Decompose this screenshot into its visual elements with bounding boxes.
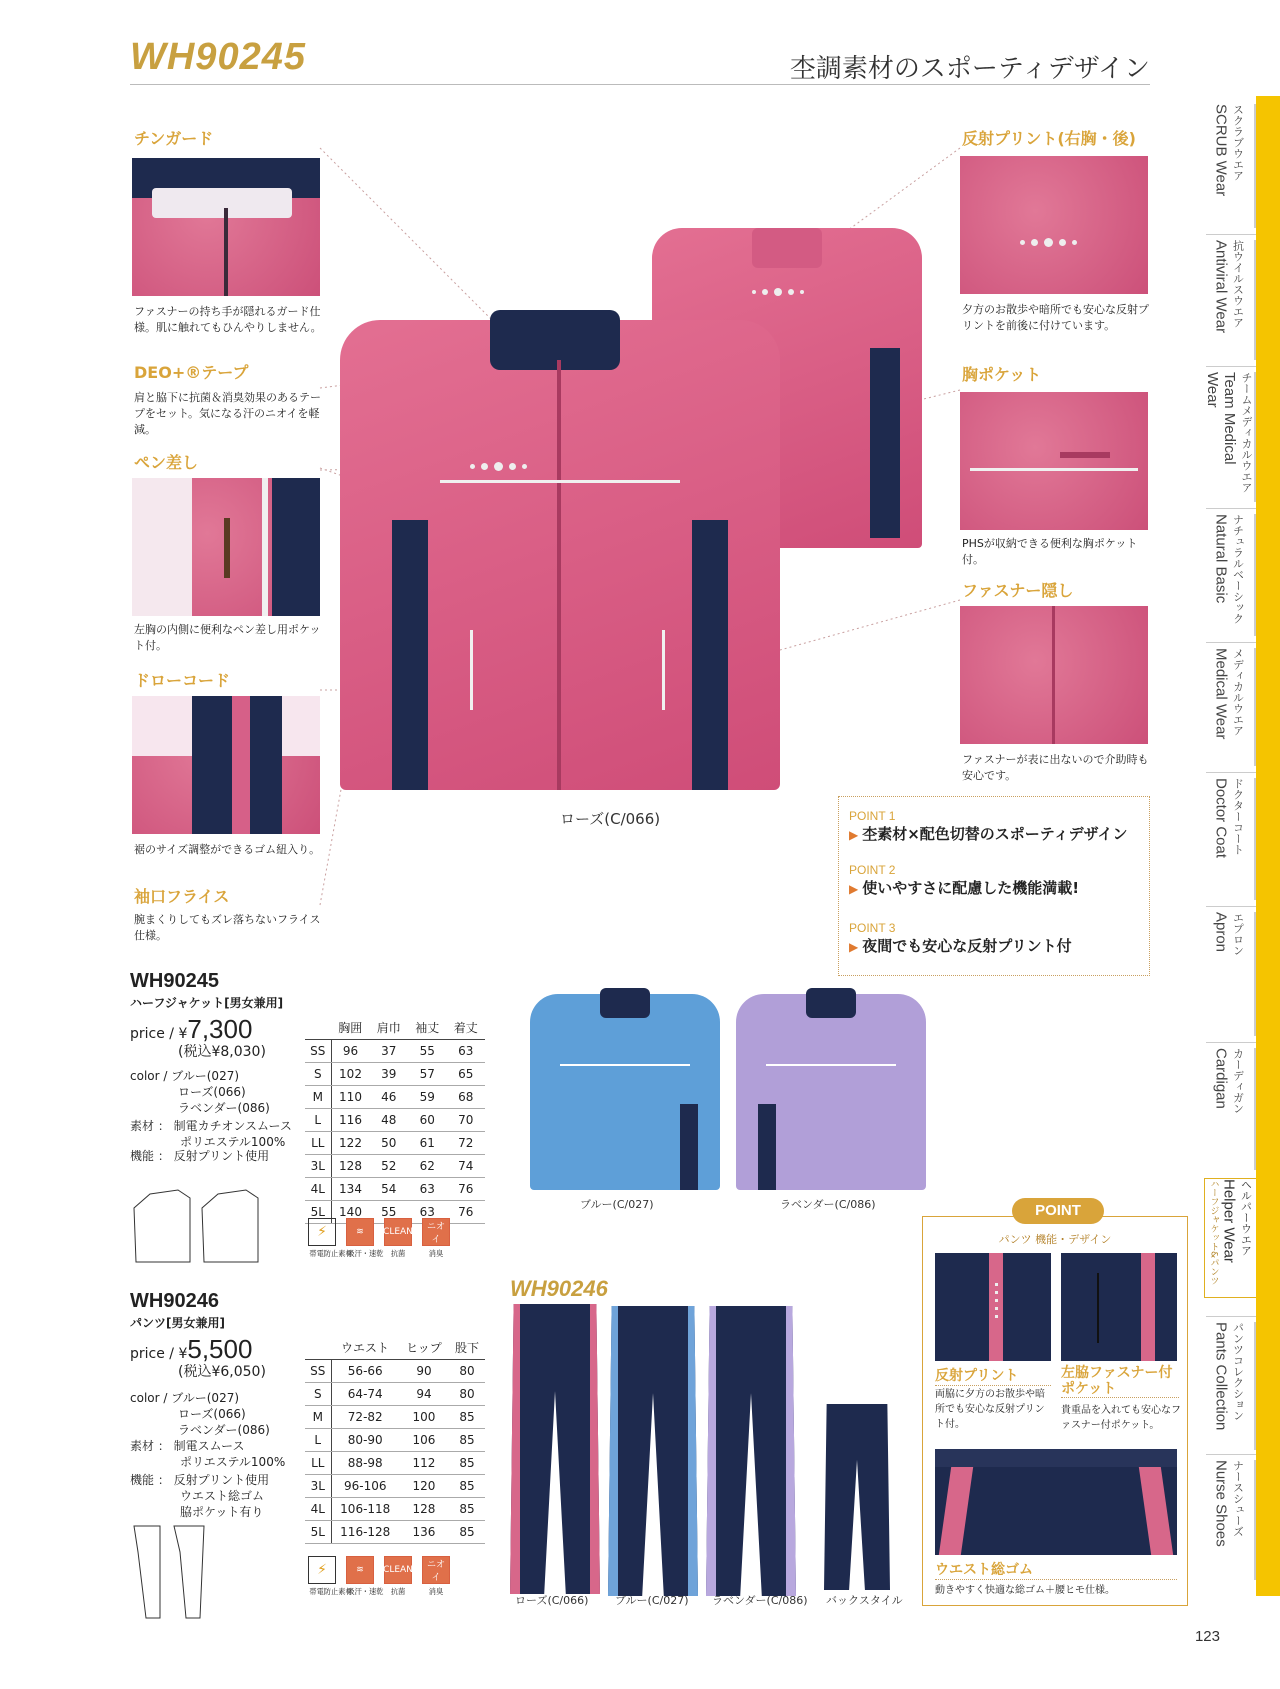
tab-label-en: Pants Collection [1212, 1322, 1230, 1431]
table-cell: 64-74 [331, 1382, 399, 1405]
size-label: SS [305, 1359, 331, 1382]
table-cell: 70 [447, 1108, 486, 1131]
jacket-spec-name: ハーフジャケット[男女兼用] [130, 996, 284, 1010]
triangle-icon: ▶ [849, 828, 859, 842]
tab-label-en: Cardigan [1212, 1048, 1230, 1109]
table-cell: 100 [399, 1405, 449, 1428]
feature-desc: ファスナーの持ち手が隠れるガード仕様。肌に触れてもひんやりしません。 [134, 305, 322, 334]
function-value: 脇ポケット有り [180, 1505, 264, 1519]
table-cell: 61 [408, 1131, 447, 1154]
feature-desc: 夕方のお散歩や暗所でも安心な反射プリントを前後に付けています。 [962, 303, 1149, 332]
color-option: ローズ(066) [178, 1085, 246, 1099]
table-cell: 46 [370, 1085, 409, 1108]
quick-dry-icon: ≋ [346, 1556, 374, 1584]
tab-label-jp: ナースシューズ [1231, 1460, 1245, 1537]
table-cell: 76 [447, 1200, 486, 1223]
page-number: 123 [1194, 1628, 1220, 1645]
jacket-material [130, 1118, 292, 1150]
table-cell: 85 [449, 1520, 485, 1543]
point-panel-item-title: 左脇ファスナー付ポケット [1061, 1365, 1179, 1398]
table-cell: 116 [331, 1108, 370, 1131]
pants-flat-sketch [130, 1522, 210, 1622]
tab-label-en: Apron [1212, 912, 1230, 953]
table-header: 胸囲 [331, 1016, 370, 1039]
size-label: L [305, 1108, 331, 1131]
size-label: L [305, 1428, 331, 1451]
table-cell: 63 [408, 1200, 447, 1223]
table-cell: 96 [331, 1039, 370, 1062]
tab-label-jp: エプロン [1231, 912, 1245, 956]
care-icon-text: ニオイ [426, 1560, 445, 1583]
size-label: S [305, 1062, 331, 1085]
table-row [305, 1039, 485, 1062]
price-value: 7,300 [187, 1014, 253, 1044]
table-row [305, 1474, 485, 1497]
table-cell: 62 [408, 1154, 447, 1177]
table-cell: 128 [399, 1497, 449, 1520]
jacket-sketch-icon [130, 1188, 280, 1264]
table-cell: 56-66 [331, 1359, 399, 1382]
care-item [308, 1556, 353, 1597]
table-cell: 102 [331, 1062, 370, 1085]
table-cell: 85 [449, 1474, 485, 1497]
quick-dry-icon: ≋ [346, 1218, 374, 1246]
tab-cardigan[interactable] [1204, 1048, 1256, 1170]
antibacterial-icon [384, 1218, 412, 1246]
care-icon-text: CLEAN [383, 1565, 413, 1575]
care-item [346, 1556, 384, 1597]
table-cell: 52 [370, 1154, 409, 1177]
function-value: 反射プリント使用 [173, 1149, 270, 1163]
point-label: POINT 1 [849, 809, 896, 823]
antibacterial-icon [384, 1556, 412, 1584]
table-cell: 60 [408, 1108, 447, 1131]
table-cell: 76 [447, 1177, 486, 1200]
points-box [838, 796, 1150, 976]
jacket-size-table [305, 1016, 485, 1224]
zipper-cover-photo [960, 606, 1148, 744]
color-option: ローズ(066) [178, 1407, 246, 1421]
tab-label-en: SCRUB Wear [1212, 104, 1230, 197]
care-item [384, 1218, 412, 1259]
table-header-row [305, 1016, 485, 1039]
point-panel-item-desc: 両脇に夕方のお散歩や暗所でも安心な反射プリント付。 [935, 1389, 1045, 1430]
table-cell: 63 [408, 1177, 447, 1200]
table-cell: 106-118 [331, 1497, 399, 1520]
tab-label-jp: カーディガン [1231, 1048, 1245, 1114]
size-label: SS [305, 1039, 331, 1062]
color-label: color / [130, 1069, 168, 1083]
pants-material [130, 1438, 285, 1470]
table-row [305, 1497, 485, 1520]
table-cell: 134 [331, 1177, 370, 1200]
feature-desc: ファスナーが表に出ないので介助時も安心です。 [962, 753, 1149, 782]
table-cell: 110 [331, 1085, 370, 1108]
table-header: ウエスト [331, 1336, 399, 1359]
pants-rose-photo [510, 1304, 600, 1594]
jacket-price [130, 1014, 252, 1045]
function-value: 反射プリント使用 [173, 1473, 270, 1487]
table-row [305, 1085, 485, 1108]
color-option: ブルー(027) [171, 1069, 240, 1083]
point-text: 夜間でも安心な反射プリント付 [862, 937, 1072, 955]
product-code-title: WH90245 [130, 36, 306, 78]
tab-label-jp: チームメディカルウエア [1240, 372, 1253, 493]
table-header: 着丈 [447, 1016, 486, 1039]
table-cell: 140 [331, 1200, 370, 1223]
table-cell: 120 [399, 1474, 449, 1497]
color-label: color / [130, 1391, 168, 1405]
tab-label-en: Medical Wear [1212, 648, 1230, 740]
tab-label-en: Helper Wear [1220, 1179, 1238, 1263]
material-value: 制電カチオンスムース [173, 1119, 292, 1133]
pants-colors [130, 1390, 270, 1438]
care-label: 抗菌 [390, 1249, 406, 1258]
care-label: 吸汗・速乾 [347, 1587, 384, 1596]
tab-label-jp: ドクターコート [1231, 778, 1245, 855]
care-icon-text: ニオイ [426, 1222, 445, 1245]
chest-pocket-photo [960, 392, 1148, 530]
size-label: 3L [305, 1154, 331, 1177]
table-header [305, 1016, 331, 1039]
size-label: 5L [305, 1200, 331, 1223]
care-item [346, 1218, 384, 1259]
tab-label-en: Doctor Coat [1212, 778, 1230, 859]
table-cell: 122 [331, 1131, 370, 1154]
feature-desc: 裾のサイズ調整ができるゴム紐入り。 [134, 843, 321, 856]
table-cell: 96-106 [331, 1474, 399, 1497]
pants-section-title: WH90246 [510, 1276, 608, 1301]
size-label: 5L [305, 1520, 331, 1543]
material-label: 素材 ： [130, 1439, 170, 1453]
triangle-icon: ▶ [849, 940, 859, 954]
jacket-color-caption: ブルー(C/027) [580, 1198, 654, 1211]
table-header: ヒップ [399, 1336, 449, 1359]
point-text: 杢素材×配色切替のスポーティデザイン [862, 825, 1128, 843]
table-row [305, 1405, 485, 1428]
pants-spec-code: WH90246 [130, 1290, 219, 1312]
material-label: 素材 ： [130, 1119, 170, 1133]
point-panel-item-desc: 貴重品を入れても安心なファスナー付ポケット。 [1061, 1405, 1181, 1431]
table-cell: 55 [370, 1200, 409, 1223]
size-label: M [305, 1085, 331, 1108]
table-row [305, 1062, 485, 1085]
jacket-tax-price: (税込¥8,030) [178, 1044, 266, 1060]
pants-price [130, 1334, 252, 1365]
deodorant-icon [422, 1556, 450, 1584]
main-color-caption: ローズ(C/066) [560, 810, 661, 828]
feature-desc: PHSが収納できる便利な胸ポケット付。 [962, 537, 1138, 566]
point-panel-subtitle: パンツ 機能・デザイン [998, 1233, 1112, 1246]
table-row [305, 1108, 485, 1131]
pants-point-panel [922, 1216, 1188, 1606]
pants-tax-price: (税込¥6,050) [178, 1364, 266, 1380]
table-cell: 112 [399, 1451, 449, 1474]
care-icon-text: CLEAN [383, 1227, 413, 1237]
feature-title: 胸ポケット [962, 365, 1042, 384]
tab-label-en: Team Medical Wear [1204, 372, 1238, 465]
table-cell: 80 [449, 1382, 485, 1405]
material-value: ポリエステル100% [180, 1135, 286, 1149]
deodorant-icon [422, 1218, 450, 1246]
jacket-flat-sketch [130, 1188, 280, 1264]
table-cell: 72 [447, 1131, 486, 1154]
table-cell: 80-90 [331, 1428, 399, 1451]
jacket-spec-code: WH90245 [130, 970, 219, 992]
jacket-color-caption: ラベンダー(C/086) [780, 1198, 876, 1211]
table-cell: 94 [399, 1382, 449, 1405]
table-cell: 54 [370, 1177, 409, 1200]
reflective-pants-photo [935, 1253, 1051, 1361]
point-item [849, 921, 1072, 956]
price-value: 5,500 [187, 1334, 253, 1364]
pants-back-photo [824, 1404, 890, 1590]
table-cell: 48 [370, 1108, 409, 1131]
size-label: 4L [305, 1177, 331, 1200]
table-row [305, 1520, 485, 1543]
point-item [849, 863, 1079, 898]
reflective-print-photo [960, 156, 1148, 294]
table-cell: 80 [449, 1359, 485, 1382]
pants-spec-name: パンツ[男女兼用] [130, 1316, 225, 1330]
material-value: 制電スムース [173, 1439, 245, 1453]
table-cell: 68 [447, 1085, 486, 1108]
feature-title: ドローコード [134, 671, 231, 690]
pants-color-caption: ローズ(C/066) [515, 1594, 589, 1607]
function-label: 機能 ： [130, 1473, 170, 1487]
size-label: LL [305, 1131, 331, 1154]
color-option: ラベンダー(086) [178, 1423, 270, 1437]
page-title: 杢調素材のスポーティデザイン [789, 54, 1150, 84]
feature-desc: 肩と脇下に抗菌＆消臭効果のあるテープをセット。気になる汗のニオイを軽減。 [134, 391, 321, 436]
care-label: 帯電防止素材 [309, 1587, 353, 1596]
size-label: S [305, 1382, 331, 1405]
zipper-pocket-photo [1061, 1253, 1177, 1361]
function-value: ウエスト総ゴム [180, 1489, 265, 1503]
tab-pants-collection[interactable] [1204, 1322, 1256, 1450]
care-label: 消臭 [428, 1249, 444, 1258]
jacket-front-view [340, 320, 780, 790]
pants-blue-photo [608, 1306, 698, 1596]
material-value: ポリエステル100% [180, 1455, 286, 1469]
feature-title: DEO+®テープ [134, 363, 249, 382]
care-label: 抗菌 [390, 1587, 406, 1596]
tab-label-sub: ハーフジャケット&パンツ [1208, 1179, 1219, 1286]
tab-label-jp: スクラブウエア [1231, 104, 1245, 181]
care-label: 消臭 [428, 1587, 444, 1596]
feature-desc: 左胸の内側に便利なペン差し用ポケット付。 [134, 623, 321, 652]
table-row [305, 1359, 485, 1382]
point-panel-item-title: ウエスト総ゴム [935, 1559, 1177, 1580]
function-label: 機能 ： [130, 1149, 170, 1163]
size-label: 3L [305, 1474, 331, 1497]
table-cell: 85 [449, 1405, 485, 1428]
table-header: 肩巾 [370, 1016, 409, 1039]
antistatic-icon: ⚡ [308, 1556, 336, 1584]
table-cell: 37 [370, 1039, 409, 1062]
point-label: POINT 3 [849, 921, 896, 935]
tab-label-jp: 抗ウイルスウエア [1231, 240, 1245, 328]
table-header [305, 1336, 331, 1359]
tab-helper-wear[interactable] [1204, 1178, 1256, 1298]
antistatic-icon: ⚡ [308, 1218, 336, 1246]
table-cell: 65 [447, 1062, 486, 1085]
triangle-icon: ▶ [849, 882, 859, 896]
size-label: M [305, 1405, 331, 1428]
feature-title: ペン差し [134, 453, 199, 472]
table-header-row [305, 1336, 485, 1359]
pants-function [130, 1472, 269, 1520]
table-cell: 136 [399, 1520, 449, 1543]
table-row [305, 1154, 485, 1177]
table-cell: 85 [449, 1497, 485, 1520]
table-cell: 55 [408, 1039, 447, 1062]
care-label: 吸汗・速乾 [347, 1249, 384, 1258]
jacket-blue-photo [530, 994, 720, 1190]
color-option: ブルー(027) [171, 1391, 240, 1405]
point-panel-item-desc: 動きやすく快適な総ゴム＋腰ヒモ仕様。 [935, 1585, 1115, 1596]
table-cell: 116-128 [331, 1520, 399, 1543]
pants-color-caption: ラベンダー(C/086) [712, 1594, 808, 1607]
size-label: 4L [305, 1497, 331, 1520]
point-panel-item-title: 反射プリント [935, 1365, 1051, 1386]
table-cell: 128 [331, 1154, 370, 1177]
point-badge: POINT [1012, 1198, 1104, 1224]
care-item [422, 1218, 450, 1259]
pants-color-caption: ブルー(C/027) [615, 1594, 689, 1607]
table-header: 袖丈 [408, 1016, 447, 1039]
table-row [305, 1428, 485, 1451]
table-row [305, 1177, 485, 1200]
waist-elastic-photo [935, 1449, 1177, 1555]
feature-desc: 腕まくりしてもズレ落ちないフライス仕様。 [134, 913, 321, 942]
feature-title: チンガード [134, 129, 214, 148]
table-cell: 50 [370, 1131, 409, 1154]
table-row [305, 1451, 485, 1474]
table-row [305, 1382, 485, 1405]
table-cell: 90 [399, 1359, 449, 1382]
table-cell: 39 [370, 1062, 409, 1085]
jacket-lavender-photo [736, 994, 926, 1190]
care-item [422, 1556, 450, 1597]
price-label: price / ¥ [130, 1026, 188, 1042]
pants-care-icons [308, 1556, 450, 1597]
pants-sketch-icon [130, 1522, 210, 1622]
feature-title: 反射プリント(右胸・後) [962, 129, 1136, 148]
table-cell: 74 [447, 1154, 486, 1177]
pants-size-table [305, 1336, 485, 1544]
table-cell: 63 [447, 1039, 486, 1062]
jacket-care-icons [308, 1218, 450, 1259]
tab-label-en: Antiviral Wear [1212, 240, 1230, 334]
pants-color-caption: バックスタイル [826, 1594, 903, 1607]
tab-label-en: Nurse Shoes [1212, 1460, 1230, 1547]
tab-label-jp: パンツコレクション [1231, 1322, 1245, 1421]
table-cell: 57 [408, 1062, 447, 1085]
table-cell: 59 [408, 1085, 447, 1108]
table-cell: 85 [449, 1428, 485, 1451]
care-item [384, 1556, 412, 1597]
table-cell: 85 [449, 1451, 485, 1474]
tab-label-jp: ヘルパーウエア [1239, 1179, 1253, 1256]
tab-label-jp: ナチュラルベーシック [1231, 514, 1245, 624]
tab-nurse-shoes[interactable] [1204, 1460, 1256, 1580]
jacket-function [130, 1148, 269, 1164]
table-cell: 88-98 [331, 1451, 399, 1474]
point-text: 使いやすさに配慮した機能満載! [862, 879, 1080, 897]
table-cell: 72-82 [331, 1405, 399, 1428]
table-row [305, 1131, 485, 1154]
point-label: POINT 2 [849, 863, 896, 877]
tab-label-en: Natural Basic [1212, 514, 1230, 604]
table-header: 股下 [449, 1336, 485, 1359]
tab-label-jp: メディカルウエア [1231, 648, 1245, 736]
care-label: 帯電防止素材 [309, 1249, 353, 1258]
feature-title: 袖口フライス [134, 887, 230, 906]
color-option: ラベンダー(086) [178, 1101, 270, 1115]
care-item [308, 1218, 353, 1259]
table-cell: 106 [399, 1428, 449, 1451]
feature-title: ファスナー隠し [962, 581, 1074, 600]
pants-lavender-photo [706, 1306, 796, 1596]
size-label: LL [305, 1451, 331, 1474]
jacket-colors [130, 1068, 270, 1116]
point-item [849, 809, 1128, 844]
price-label: price / ¥ [130, 1346, 188, 1362]
